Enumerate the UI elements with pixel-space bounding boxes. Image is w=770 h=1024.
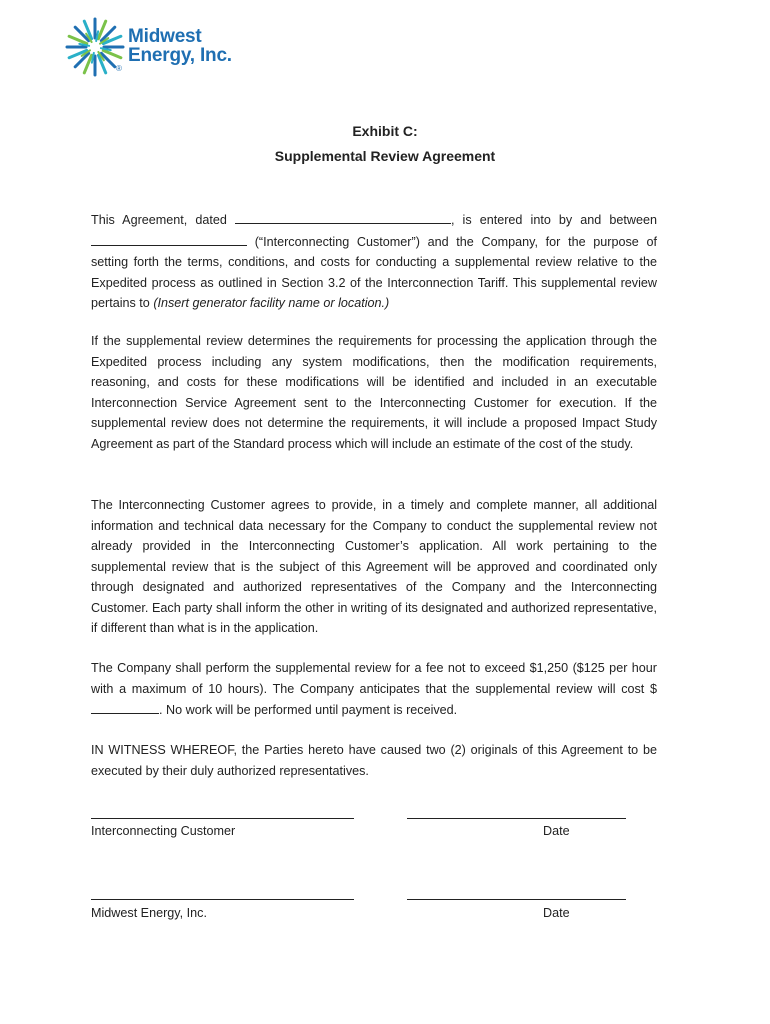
paragraph-intro: This Agreement, dated , is entered into by and between (“Interconnecting Customer”) and the Company, for the purpose of setting forth the terms, conditions, and costs for conducting a supplemental review relative to the Expedited process as outlined in Section 3.2 of the Interconnection Tariff. This supplemental review pertains to (Insert generator facility name or location.): [91, 209, 657, 314]
customer-date-label: Date: [543, 824, 570, 838]
exhibit-title: Exhibit C:: [352, 123, 418, 139]
agreement-title: Supplemental Review Agreement: [274, 148, 496, 164]
paragraph-witness: IN WITNESS WHEREOF, the Parties hereto have caused two (2) originals of this Agreement to be executed by their duly authorized representatives.: [91, 743, 657, 778]
facility-placeholder: (Insert generator facility name or location.): [153, 296, 390, 310]
logo-text-line1: Midwest: [128, 26, 202, 47]
registered-mark: ®: [116, 64, 122, 73]
cost-blank: [91, 699, 159, 714]
paragraph-requirements: If the supplemental review determines the requirements for processing the application through the Expedited process including any system modifications, then the modification requirements, reasoning, and costs for these modifications will be identified and included in an executable Interconnection Service Agreement sent to the Interconnecting Customer for execution. If the supplemental review does not determine the requirements, it will include a proposed Impact Study Agreement as part of the Standard process which will include an estimate of the cost of the study.: [91, 334, 657, 451]
company-date-line: [407, 899, 626, 900]
customer-date-line: [407, 818, 626, 819]
company-date-label: Date: [543, 906, 570, 920]
company-signature-line: [91, 899, 354, 900]
date-blank: [235, 209, 451, 224]
paragraph-information: The Interconnecting Customer agrees to provide, in a timely and complete manner, all additional information and technical data necessary for the Company to conduct the supplemental review not already provided in the Interconnecting Customer’s application. All work pertaining to the supplemental review that is the subject of this Agreement will be approved and coordinated only through designated and authorized representatives of the Company and the Interconnecting Customer. Each party shall inform the other in writing of its designated and authorized representative, if different than what is in the application.: [91, 498, 657, 635]
company-signature-label: Midwest Energy, Inc.: [91, 906, 207, 920]
logo-text: [128, 27, 232, 65]
customer-signature-line: [91, 818, 354, 819]
paragraph-fee: The Company shall perform the supplemental review for a fee not to exceed $1,250 ($125 per hour with a maximum of 10 hours). The Company anticipates that the supplemental review will cost $. No work will be performed until payment is received.: [91, 661, 657, 717]
customer-name-blank: [91, 231, 247, 246]
company-logo: [64, 16, 254, 80]
logo-text-line2: Energy, Inc.: [128, 45, 232, 66]
customer-signature-label: Interconnecting Customer: [91, 824, 236, 838]
